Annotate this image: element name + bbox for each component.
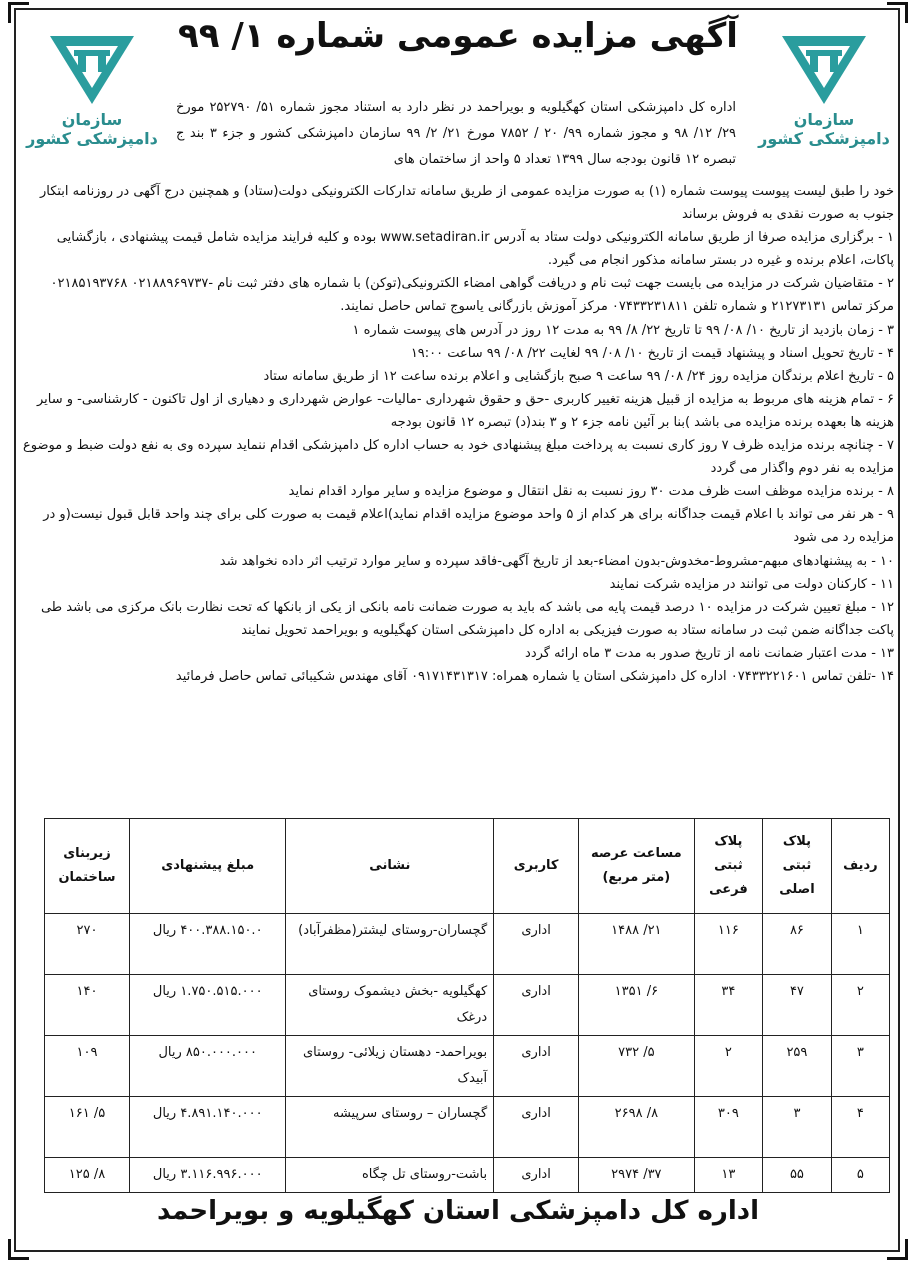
table-cell: گچساران – روستای سرپیشه xyxy=(286,1097,494,1158)
table-cell: اداری xyxy=(494,1097,579,1158)
table-cell: ۱۰۹ xyxy=(45,1036,130,1097)
logo-text: سازمان دامپزشکی کشور xyxy=(758,110,890,148)
paragraph: ۱۱ - کارکنان دولت می توانند در مزایده شرکت نمایند xyxy=(609,576,894,592)
table-cell: بویراحمد- دهستان زیلائی- روستای آبیدک xyxy=(286,1036,494,1097)
paragraph: ۱ - برگزاری مزایده صرفا از طریق سامانه الکترونیکی دولت ستاد به آدرس www.setadiran.ir بوده و کلیه فرایند مزایده شامل قیمت پیشنهادی ، بازگشایی پاکات، اعلام برنده و غیره در بستر سامانه مذکور انجام می گیرد. xyxy=(56,230,894,269)
logo-left xyxy=(22,30,162,148)
table-cell: ۸/ ۱۲۵ xyxy=(45,1158,130,1193)
intro-paragraph: اداره کل دامپزشکی استان کهگیلویه و بویراحمد در نظر دارد به استناد مجوز شماره ۵۱/ ۲۵۲۷۹۰ مورخ ۲۹/ ۱۲/ ۹۸ و مجوز شماره ۹۹/ ۲۰ / ۷۸۵۲ مورخ ۲۱/ ۲/ ۹۹ سازمان دامپزشکی کشور و جزء ۳ بند ج تبصره ۱۲ قانون بودجه سال ۱۳۹۹ تعداد ۵ واحد از ساختمان های xyxy=(176,100,737,167)
paragraph: ۱۰ - به پیشنهادهای مبهم-مشروط-مخدوش-بدون امضاء-بعد از تاریخ آگهی-فاقد سپرده و سایر موارد ترتیب اثر داده نخواهد شد xyxy=(219,553,894,569)
table-cell: ۸۶ xyxy=(763,914,832,975)
table-cell: ۱۴۰ xyxy=(45,975,130,1036)
column-header: مساعت عرصه (متر مربع) xyxy=(579,819,695,914)
paragraph: ۴ - تاریخ تحویل اسناد و پیشنهاد قیمت از تاریخ ۱۰/ ۰۸/ ۹۹ لغایت ۲۲/ ۰۸/ ۹۹ ساعت ۱۹:۰۰ xyxy=(410,345,894,361)
table-cell: ۴.۸۹۱.۱۴۰.۰۰۰ ریال xyxy=(129,1097,286,1158)
table-cell: ۵/ ۷۳۲ xyxy=(579,1036,695,1097)
paragraph: ۱۳ - مدت اعتبار ضمانت نامه از تاریخ صدور به مدت ۳ ماه ارائه گردد xyxy=(525,645,894,661)
table-cell: ۸۵۰.۰۰۰.۰۰۰ ریال xyxy=(129,1036,286,1097)
table-cell: ۶/ ۱۳۵۱ xyxy=(579,975,695,1036)
paragraph: ۵ - تاریخ اعلام برندگان مزایده روز ۲۴/ ۰۸/ ۹۹ ساعت ۹ صبح بازگشایی و اعلام برنده ساعت ۱۲ از طریق سامانه ستاد xyxy=(263,368,894,384)
column-header: مبلغ پیشنهادی xyxy=(129,819,286,914)
table-cell: ۸/ ۲۶۹۸ xyxy=(579,1097,695,1158)
table-cell: ۱ xyxy=(831,914,889,975)
table-cell: ۲ xyxy=(831,975,889,1036)
column-header: پلاک ثبتی فرعی xyxy=(694,819,763,914)
paragraph: ۱۲ - مبلغ تعیین شرکت در مزایده ۱۰ درصد قیمت پایه می باشد که باید به صورت ضمانت نامه بانکی از یکی از بانکها که تحت نظارت بانک مرکزی می باشد طی پاکت جداگانه ضمن ثبت در سامانه ستاد به صورت فیزیکی به اداره کل دامپزشکی استان کهگیلویه و بویراحمد تحویل نمایند xyxy=(40,599,894,638)
corner-ornament xyxy=(8,1239,29,1260)
table-row xyxy=(45,975,890,1036)
table-cell: ۲ xyxy=(694,1036,763,1097)
paragraph: ۲ - متقاضیان شرکت در مزایده می بایست جهت ثبت نام و دریافت گواهی امضاء الکترونیکی(توکن) با شماره های دفتر ثبت نام -۰۲۱۸۸۹۶۹۷۳۷ ۰۲۱۸۵۱۹۳۷۶۸ مرکز تماس ۲۱۲۷۳۱۳۱ و شماره تلفن ۰۷۴۳۳۲۳۱۸۱۱ مرکز آموزش بازرگانی یاسوج تماس حاصل نمایند. xyxy=(50,276,894,315)
table-header-row xyxy=(45,819,890,914)
column-header: ردیف xyxy=(831,819,889,914)
table-row xyxy=(45,1097,890,1158)
organization-logo-icon xyxy=(776,30,872,108)
paragraph: ۶ - تمام هزینه های مربوط به مزایده از قبیل هزینه تغییر کاربری -حق و حقوق شهرداری -مالیات- عوارض شهرداری و دهیاری از اول تاکنون - کارشناسی- و سایر هزینه ها بعهده برنده مزایده می باشد )بنا بر آئین نامه جزء ۲ و ۳ بند(د) تبصره ۱۲ قانون بودجه xyxy=(37,391,894,430)
table-cell: ۴۰۰.۳۸۸.۱۵۰.۰ ریال xyxy=(129,914,286,975)
organization-logo-icon xyxy=(44,30,140,108)
table-cell: ۴ xyxy=(831,1097,889,1158)
table-cell: ۳.۱۱۶.۹۹۶.۰۰۰ ریال xyxy=(129,1158,286,1193)
table-cell: ۲۷۰ xyxy=(45,914,130,975)
table-cell: ۲۵۹ xyxy=(763,1036,832,1097)
column-header: پلاک ثبتی اصلی xyxy=(763,819,832,914)
table-cell: ۱۱۶ xyxy=(694,914,763,975)
table-cell: کهگیلویه -بخش دیشموک روستای درغک xyxy=(286,975,494,1036)
table-row xyxy=(45,1158,890,1193)
footer-organization: اداره کل دامپزشکی استان کهگیلویه و بویراحمد xyxy=(156,1196,760,1226)
paragraph: ۳ - زمان بازدید از تاریخ ۱۰/ ۰۸/ ۹۹ تا تاریخ ۲۲/ ۸/ ۹۹ به مدت ۱۲ روز در آدرس های پیوست شماره ۱ xyxy=(352,322,894,338)
table-cell: ۵ xyxy=(831,1158,889,1193)
table-cell: ۳ xyxy=(831,1036,889,1097)
table-row xyxy=(45,914,890,975)
table-cell: ۳ xyxy=(763,1097,832,1158)
paragraph: ۱۴ -تلفن تماس ۰۷۴۳۳۲۲۱۶۰۱ اداره کل دامپزشکی استان یا شماره همراه: ۰۹۱۷۱۴۳۱۳۱۷ آقای مهندس شکیبائی تماس حاصل فرمائید xyxy=(175,668,894,684)
column-header: کاربری xyxy=(494,819,579,914)
corner-ornament xyxy=(887,1239,908,1260)
corner-ornament xyxy=(8,2,29,23)
notice-body xyxy=(22,180,894,688)
corner-ornament xyxy=(887,2,908,23)
paragraph: ۸ - برنده مزایده موظف است ظرف مدت ۳۰ روز نسبت به نقل انتقال و موضوع مزایده و سایر موارد اقدام نماید xyxy=(288,484,894,500)
table-cell: ۲۱/ ۱۴۸۸ xyxy=(579,914,695,975)
table-cell: ۴۷ xyxy=(763,975,832,1036)
table-cell: ۳۴ xyxy=(694,975,763,1036)
paragraph: ۹ - هر نفر می تواند با اعلام قیمت جداگانه برای هر کدام از ۵ واحد موضوع مزایده اقدام نماید)اعلام قیمت به صورت کلی برای چند واحد قابل قبول نیست(و در مزایده رد می شود xyxy=(43,507,894,546)
table-cell: اداری xyxy=(494,1158,579,1193)
table-row xyxy=(45,1036,890,1097)
logo-text: سازمان دامپزشکی کشور xyxy=(26,110,158,148)
table-cell: ۱۳ xyxy=(694,1158,763,1193)
column-header: نشانی xyxy=(286,819,494,914)
table-cell: ۱.۷۵۰.۵۱۵.۰۰۰ ریال xyxy=(129,975,286,1036)
table-cell: اداری xyxy=(494,1036,579,1097)
table-cell: ۳۷/ ۲۹۷۴ xyxy=(579,1158,695,1193)
table-cell: ۳۰۹ xyxy=(694,1097,763,1158)
column-header: زیربنای ساختمان xyxy=(45,819,130,914)
table-cell: ۵۵ xyxy=(763,1158,832,1193)
table-cell: اداری xyxy=(494,914,579,975)
table-cell: اداری xyxy=(494,975,579,1036)
page-title: آگهی مزایده عمومی شماره ۱/ ۹۹ xyxy=(178,16,738,56)
table-cell: گچساران-روستای لیشتر(مظفرآباد) xyxy=(286,914,494,975)
paragraph: خود را طبق لیست پیوست پیوست شماره (۱) به صورت مزایده عمومی از طریق سامانه تدارکات الکترونیکی دولت(ستاد) و همچنین درج آگهی در روزنامه ابتکار جنوب به صورت نقدی به فروش برساند xyxy=(39,184,894,223)
table-cell: ۵/ ۱۶۱ xyxy=(45,1097,130,1158)
paragraph: ۷ - چنانچه برنده مزایده ظرف ۷ روز کاری نسبت به پرداخت مبلغ پیشنهادی خود به حساب اداره کل دامپزشکی اقدام ننماید سپرده وی به نفع دولت ضبط و موضوع مزایده به نفر دوم واگذار می گردد xyxy=(23,438,894,477)
properties-table xyxy=(44,818,890,1193)
logo-right xyxy=(754,30,894,148)
table-cell: باشت-روستای تل چگاه xyxy=(286,1158,494,1193)
